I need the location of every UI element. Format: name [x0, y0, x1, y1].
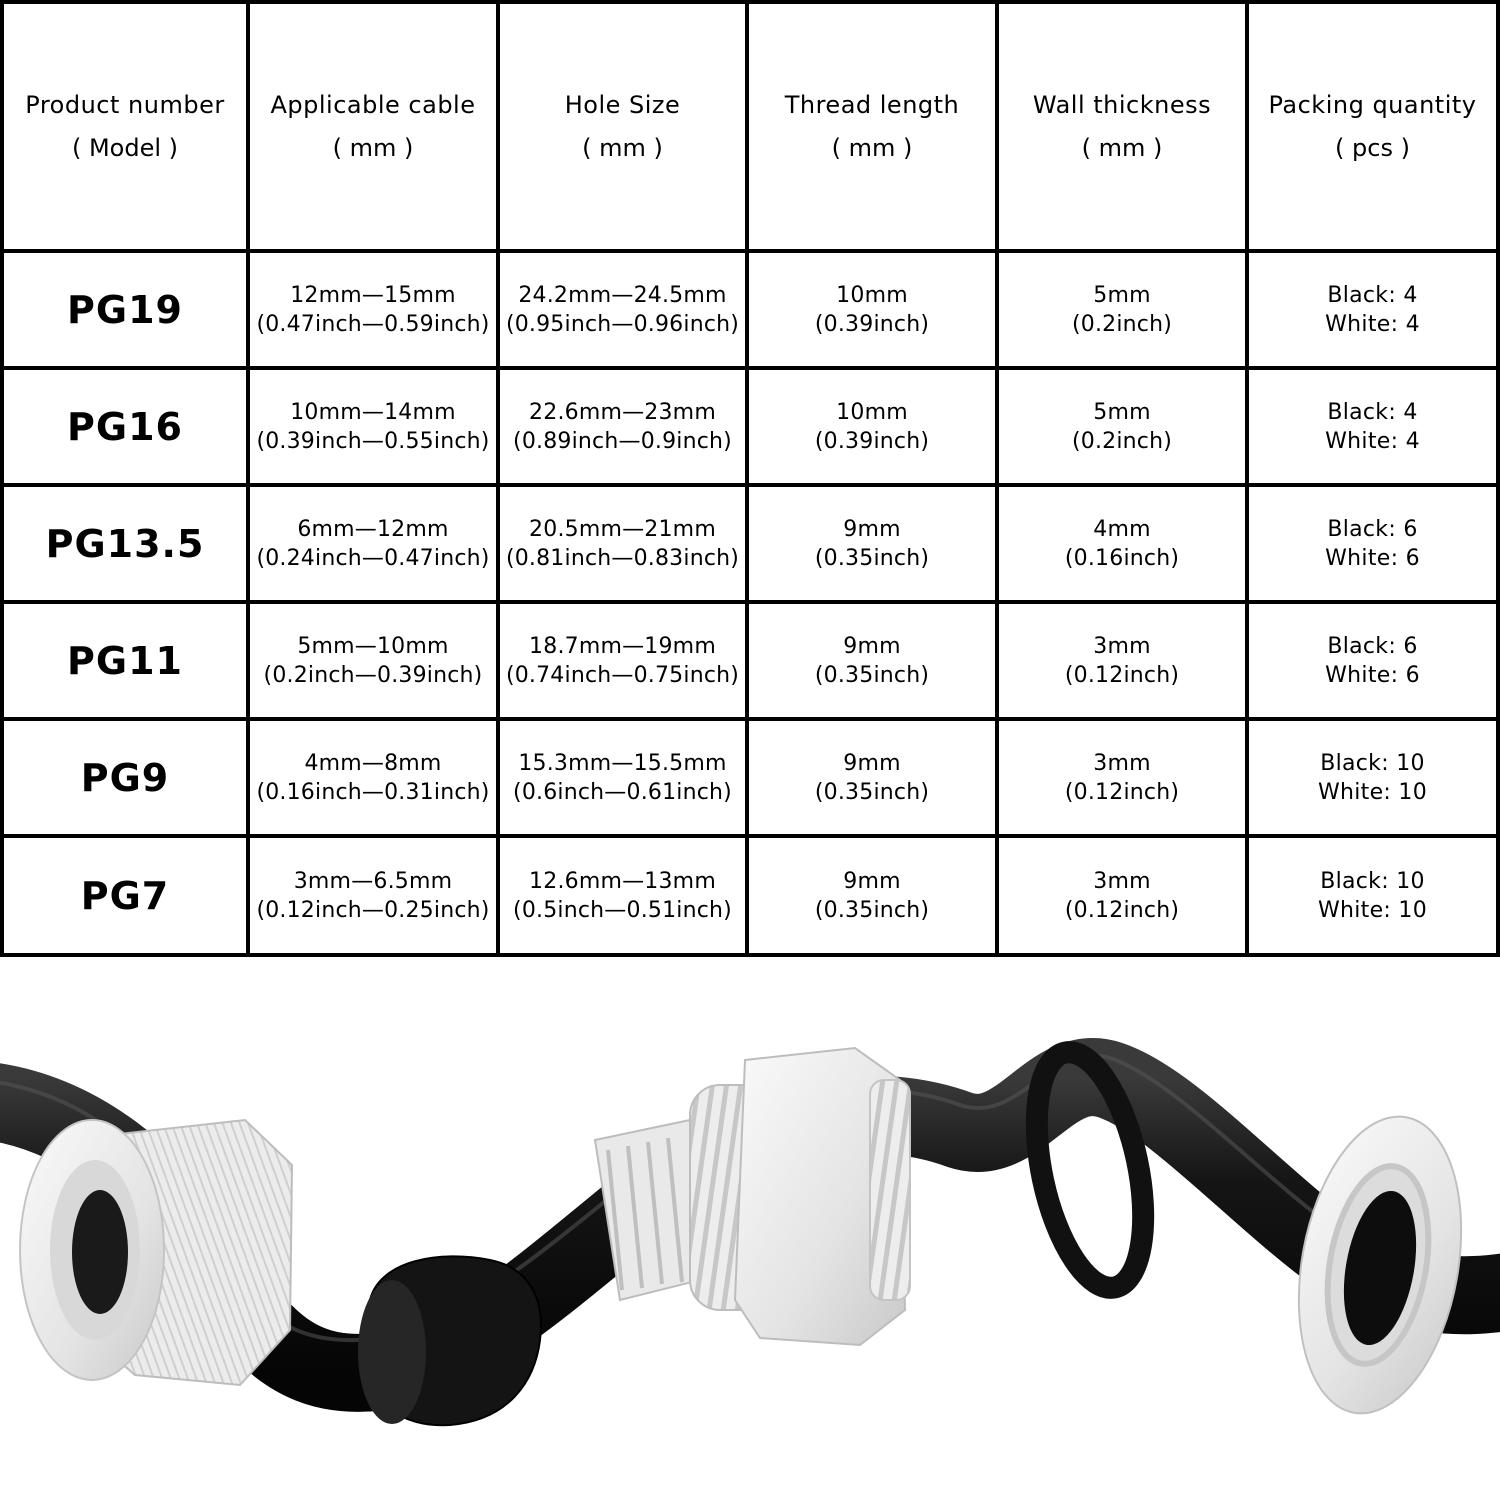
table-row-pg9-wall	[999, 721, 1245, 834]
table-row-pg16-thread	[749, 370, 995, 483]
value-inch: (0.35inch)	[814, 897, 930, 923]
value-mm: 9mm	[843, 750, 901, 776]
value-inch: (0.12inch)	[1064, 662, 1180, 688]
value-mm: 9mm	[843, 516, 901, 542]
cap-nut	[20, 1120, 292, 1385]
header-label: Hole Size	[564, 90, 681, 119]
header-thread-length	[749, 4, 995, 249]
model-cell: PG19	[67, 287, 183, 332]
table-row-pg9-model	[4, 721, 246, 834]
table-row-pg7-wall	[999, 838, 1245, 953]
table-row-pg11-cable	[250, 604, 496, 717]
lock-nut	[1277, 1104, 1483, 1427]
pack-white: White: 6	[1325, 545, 1420, 571]
value-mm: 3mm	[1093, 868, 1151, 894]
table-row-pg16-wall	[999, 370, 1245, 483]
header-unit: ( mm )	[582, 133, 663, 162]
model-cell: PG7	[80, 873, 170, 918]
pack-white: White: 10	[1317, 897, 1428, 923]
table-row-pg19-pack	[1249, 253, 1496, 366]
table-row-pg13-5-cable	[250, 487, 496, 600]
header-label: Product number	[25, 90, 225, 119]
table-row-pg13-5-model	[4, 487, 246, 600]
value-inch: (0.2inch—0.39inch)	[263, 662, 483, 688]
value-mm: 15.3mm—15.5mm	[518, 750, 727, 776]
value-inch: (0.12inch)	[1064, 897, 1180, 923]
table-row-pg19-thread	[749, 253, 995, 366]
table-row-pg13-5-pack	[1249, 487, 1496, 600]
rubber-seal	[358, 1256, 541, 1425]
value-inch: (0.2inch)	[1071, 311, 1173, 337]
value-mm: 5mm	[1093, 399, 1151, 425]
pack-white: White: 6	[1325, 662, 1420, 688]
table-row-pg7-cable	[250, 838, 496, 953]
value-mm: 12.6mm—13mm	[529, 868, 716, 894]
pack-white: White: 4	[1325, 428, 1420, 454]
value-inch: (0.95inch—0.96inch)	[505, 311, 740, 337]
pack-black: Black: 6	[1327, 633, 1418, 659]
value-inch: (0.12inch)	[1064, 779, 1180, 805]
value-inch: (0.35inch)	[814, 779, 930, 805]
header-label: Thread length	[784, 90, 960, 119]
value-mm: 3mm	[1093, 750, 1151, 776]
table-row-pg13-5-wall	[999, 487, 1245, 600]
value-mm: 18.7mm—19mm	[529, 633, 716, 659]
table-row-pg7-thread	[749, 838, 995, 953]
value-inch: (0.74inch—0.75inch)	[505, 662, 740, 688]
table-row-pg11-hole	[500, 604, 745, 717]
header-packing-quantity	[1249, 4, 1496, 249]
table-row-pg13-5-thread	[749, 487, 995, 600]
value-inch: (0.16inch—0.31inch)	[256, 779, 490, 805]
header-unit: ( Model )	[71, 133, 179, 162]
value-mm: 12mm—15mm	[290, 282, 456, 308]
value-inch: (0.39inch)	[814, 428, 930, 454]
value-mm: 10mm—14mm	[290, 399, 456, 425]
pack-black: Black: 6	[1327, 516, 1418, 542]
pack-black: Black: 10	[1320, 868, 1425, 894]
gland-body	[595, 1048, 910, 1345]
value-inch: (0.39inch)	[814, 311, 930, 337]
value-inch: (0.35inch)	[814, 545, 930, 571]
pack-black: Black: 4	[1327, 399, 1418, 425]
value-mm: 6mm—12mm	[297, 516, 449, 542]
header-unit: ( mm )	[332, 133, 414, 162]
value-inch: (0.89inch—0.9inch)	[513, 428, 732, 454]
model-cell: PG16	[67, 404, 183, 449]
table-row-pg9-cable	[250, 721, 496, 834]
value-mm: 20.5mm—21mm	[529, 516, 716, 542]
table-row-pg16-pack	[1249, 370, 1496, 483]
value-mm: 4mm	[1093, 516, 1151, 542]
table-row-pg11-thread	[749, 604, 995, 717]
table-row-pg19-hole	[500, 253, 745, 366]
header-unit: ( mm )	[1081, 133, 1163, 162]
header-wall-thickness	[999, 4, 1245, 249]
value-mm: 24.2mm—24.5mm	[518, 282, 727, 308]
pack-black: Black: 4	[1327, 282, 1418, 308]
table-row-pg13-5-hole	[500, 487, 745, 600]
table-row-pg11-pack	[1249, 604, 1496, 717]
pack-white: White: 4	[1325, 311, 1420, 337]
table-row-pg19-model	[4, 253, 246, 366]
table-row-pg16-cable	[250, 370, 496, 483]
value-mm: 3mm—6.5mm	[293, 868, 453, 894]
value-mm: 22.6mm—23mm	[529, 399, 716, 425]
table-row-pg19-cable	[250, 253, 496, 366]
pack-black: Black: 10	[1320, 750, 1425, 776]
model-cell: PG9	[80, 755, 170, 800]
value-mm: 10mm	[836, 282, 908, 308]
pack-white: White: 10	[1317, 779, 1428, 805]
header-label: Packing quantity	[1268, 90, 1477, 119]
value-inch: (0.16inch)	[1064, 545, 1180, 571]
value-inch: (0.39inch—0.55inch)	[256, 428, 490, 454]
table-row-pg9-hole	[500, 721, 745, 834]
header-unit: ( pcs )	[1335, 133, 1410, 162]
value-mm: 5mm	[1093, 282, 1151, 308]
header-unit: ( mm )	[831, 133, 913, 162]
table-row-pg9-thread	[749, 721, 995, 834]
value-mm: 9mm	[843, 868, 901, 894]
table-row-pg7-model	[4, 838, 246, 953]
table-row-pg11-model	[4, 604, 246, 717]
table-row-pg7-pack	[1249, 838, 1496, 953]
value-mm: 9mm	[843, 633, 901, 659]
header-product-number	[4, 4, 246, 249]
table-row-pg9-pack	[1249, 721, 1496, 834]
value-inch: (0.24inch—0.47inch)	[256, 545, 490, 571]
cable-gland-photo	[0, 957, 1500, 1500]
table-row-pg19-wall	[999, 253, 1245, 366]
value-inch: (0.2inch)	[1071, 428, 1173, 454]
value-inch: (0.5inch—0.51inch)	[513, 897, 732, 923]
value-mm: 3mm	[1093, 633, 1151, 659]
header-hole-size	[500, 4, 745, 249]
header-label: Applicable cable	[270, 90, 476, 119]
header-applicable-cable	[250, 4, 496, 249]
value-inch: (0.47inch—0.59inch)	[256, 311, 490, 337]
table-border	[1496, 0, 1500, 957]
model-cell: PG13.5	[45, 521, 205, 566]
table-row-pg11-wall	[999, 604, 1245, 717]
header-label: Wall thickness	[1032, 90, 1212, 119]
value-inch: (0.12inch—0.25inch)	[256, 897, 490, 923]
value-mm: 4mm—8mm	[304, 750, 442, 776]
model-cell: PG11	[67, 638, 183, 683]
value-inch: (0.35inch)	[814, 662, 930, 688]
table-row-pg16-model	[4, 370, 246, 483]
value-mm: 10mm	[836, 399, 908, 425]
value-inch: (0.81inch—0.83inch)	[505, 545, 740, 571]
value-inch: (0.6inch—0.61inch)	[513, 779, 732, 805]
table-row-pg7-hole	[500, 838, 745, 953]
table-row-pg16-hole	[500, 370, 745, 483]
value-mm: 5mm—10mm	[297, 633, 449, 659]
